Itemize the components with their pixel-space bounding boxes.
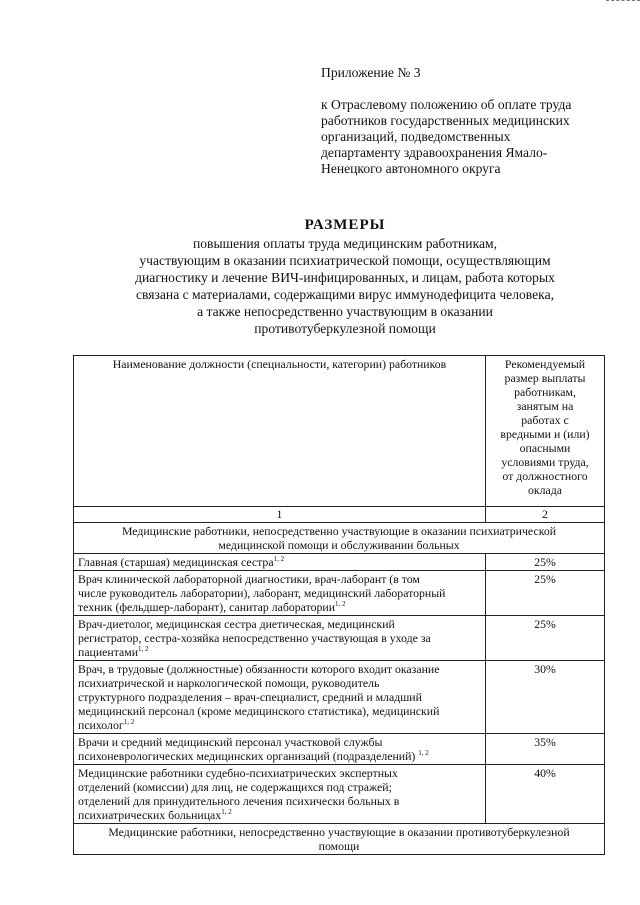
appendix-line: к Отраслевому положению об оплате труда [321, 97, 572, 112]
title-line: связана с материалами, содержащими вирус иммунодефицита человека, [135, 287, 554, 302]
header-rate-line: оклада [528, 483, 562, 497]
position-line: отделений (комиссии) для лиц, не содержащихся под стражей; [78, 780, 392, 794]
position-line: психиатрических больницах [78, 808, 222, 822]
position-line: Врач клинической лабораторной диагностики, врач-лаборант (в том [78, 572, 420, 586]
header-rate-line: работах с [521, 413, 569, 427]
position-line: Врачи и средний медицинский персонал участковой службы [78, 735, 383, 749]
table-row [74, 734, 605, 765]
position-line: Главная (старшая) медицинская сестра [78, 555, 274, 569]
position-line: Медицинские работники судебно-психиатрических экспертных [78, 766, 398, 780]
appendix-line: работников государственных медицинских [321, 113, 570, 128]
position-line: пациентами [78, 645, 139, 659]
footnote-ref: 1, 2 [418, 749, 429, 758]
position-line: структурного подразделения – врач-специалист, средний и младший [78, 690, 422, 704]
title-line: диагностику и лечение ВИЧ-инфицированных, и лицам, работа которых [135, 270, 555, 285]
rate-value: 35% [486, 734, 605, 765]
table-row [74, 765, 605, 824]
rate-value: 25% [486, 571, 605, 616]
position-line: психоневрологических медицинских организаций (подразделений) [78, 749, 416, 763]
scan-corner-mark [606, 0, 640, 2]
position-cell [74, 734, 486, 765]
position-line: психолог [78, 718, 124, 732]
header-rate-line: занятым на [516, 399, 574, 413]
position-line: психиатрической и наркологической помощи, руководитель [78, 676, 380, 690]
position-cell [74, 616, 486, 661]
footnote-ref: 1, 2 [123, 718, 135, 727]
header-rate-line: условиями труда, [501, 455, 589, 469]
position-line: техник (фельдшер-лаборант), санитар лаборатории [78, 600, 336, 614]
header-rate [486, 356, 605, 507]
title-line: повышения оплаты труда медицинским работникам, [192, 236, 498, 251]
position-cell [74, 554, 486, 571]
section-row-tuberculosis [74, 824, 605, 855]
footnote-ref: 1, 2 [221, 808, 232, 817]
appendix-number: Приложение № 3 [321, 65, 421, 80]
footnote-ref: 1, 2 [335, 600, 346, 609]
title-line: участвующим в оказании психиатрической помощи, осуществляющим [139, 253, 551, 268]
position-line: Врач-диетолог, медицинская сестра диетическая, медицинский [78, 617, 395, 631]
position-line: регистратор, сестра-хозяйка непосредственно участвующая в уходе за [78, 631, 431, 645]
footnote-ref: 1, 2 [273, 555, 285, 564]
section-line: Медицинские работники, непосредственно участвующие в оказании психиатрической [121, 524, 557, 538]
appendix-note [321, 65, 611, 177]
rate-value: 30% [486, 661, 605, 734]
rates-table [73, 355, 605, 855]
appendix-line: департаменту здравоохранения Ямало- [321, 145, 548, 160]
rate-value: 40% [486, 765, 605, 824]
column-number-row [74, 507, 605, 523]
header-rate-line: работникам, [514, 385, 576, 399]
header-position-name: Наименование должности (специальности, категории) работников [74, 356, 486, 507]
section-line: Медицинские работники, непосредственно участвующие в оказании противотуберкулезной [108, 825, 570, 839]
position-line: Врач, в трудовые (должностные) обязанности которого входит оказание [78, 662, 440, 676]
position-cell [74, 571, 486, 616]
header-rate-line: опасными [519, 441, 571, 455]
table-header-row [74, 356, 605, 507]
section-row-psychiatric [74, 523, 605, 554]
rate-value: 25% [486, 554, 605, 571]
header-rate-line: размер выплаты [504, 371, 586, 385]
table-row [74, 571, 605, 616]
table-row [74, 661, 605, 734]
header-rate-line: вредными и (или) [500, 427, 590, 441]
document-title [90, 217, 600, 337]
header-rate-line: от должностного [502, 469, 588, 483]
position-line: отделений для принудительного лечения психически больных в [78, 794, 400, 808]
section-line: медицинской помощи и обслуживании больных [218, 538, 460, 552]
table-row [74, 616, 605, 661]
column-number: 2 [486, 507, 605, 523]
position-cell [74, 661, 486, 734]
section-line: помощи [318, 839, 360, 853]
column-number: 1 [74, 507, 486, 523]
section-title [74, 523, 605, 554]
header-rate-line: Рекомендуемый [504, 357, 586, 371]
title-line: а также непосредственно участвующим в оказании [197, 304, 493, 319]
appendix-line: Ненецкого автономного округа [321, 161, 501, 176]
table-row [74, 554, 605, 571]
position-cell [74, 765, 486, 824]
title-line: противотуберкулезной помощи [254, 321, 436, 336]
appendix-line: организаций, подведомственных [321, 129, 511, 144]
position-line: медицинский персонал (кроме медицинского статистика), медицинский [78, 704, 440, 718]
rate-value: 25% [486, 616, 605, 661]
title-heading: РАЗМЕРЫ [304, 217, 386, 233]
footnote-ref: 1, 2 [138, 645, 149, 654]
position-line: числе руководитель лаборатории), лаборант, медицинский лабораторный [78, 586, 446, 600]
section-title [74, 824, 605, 855]
